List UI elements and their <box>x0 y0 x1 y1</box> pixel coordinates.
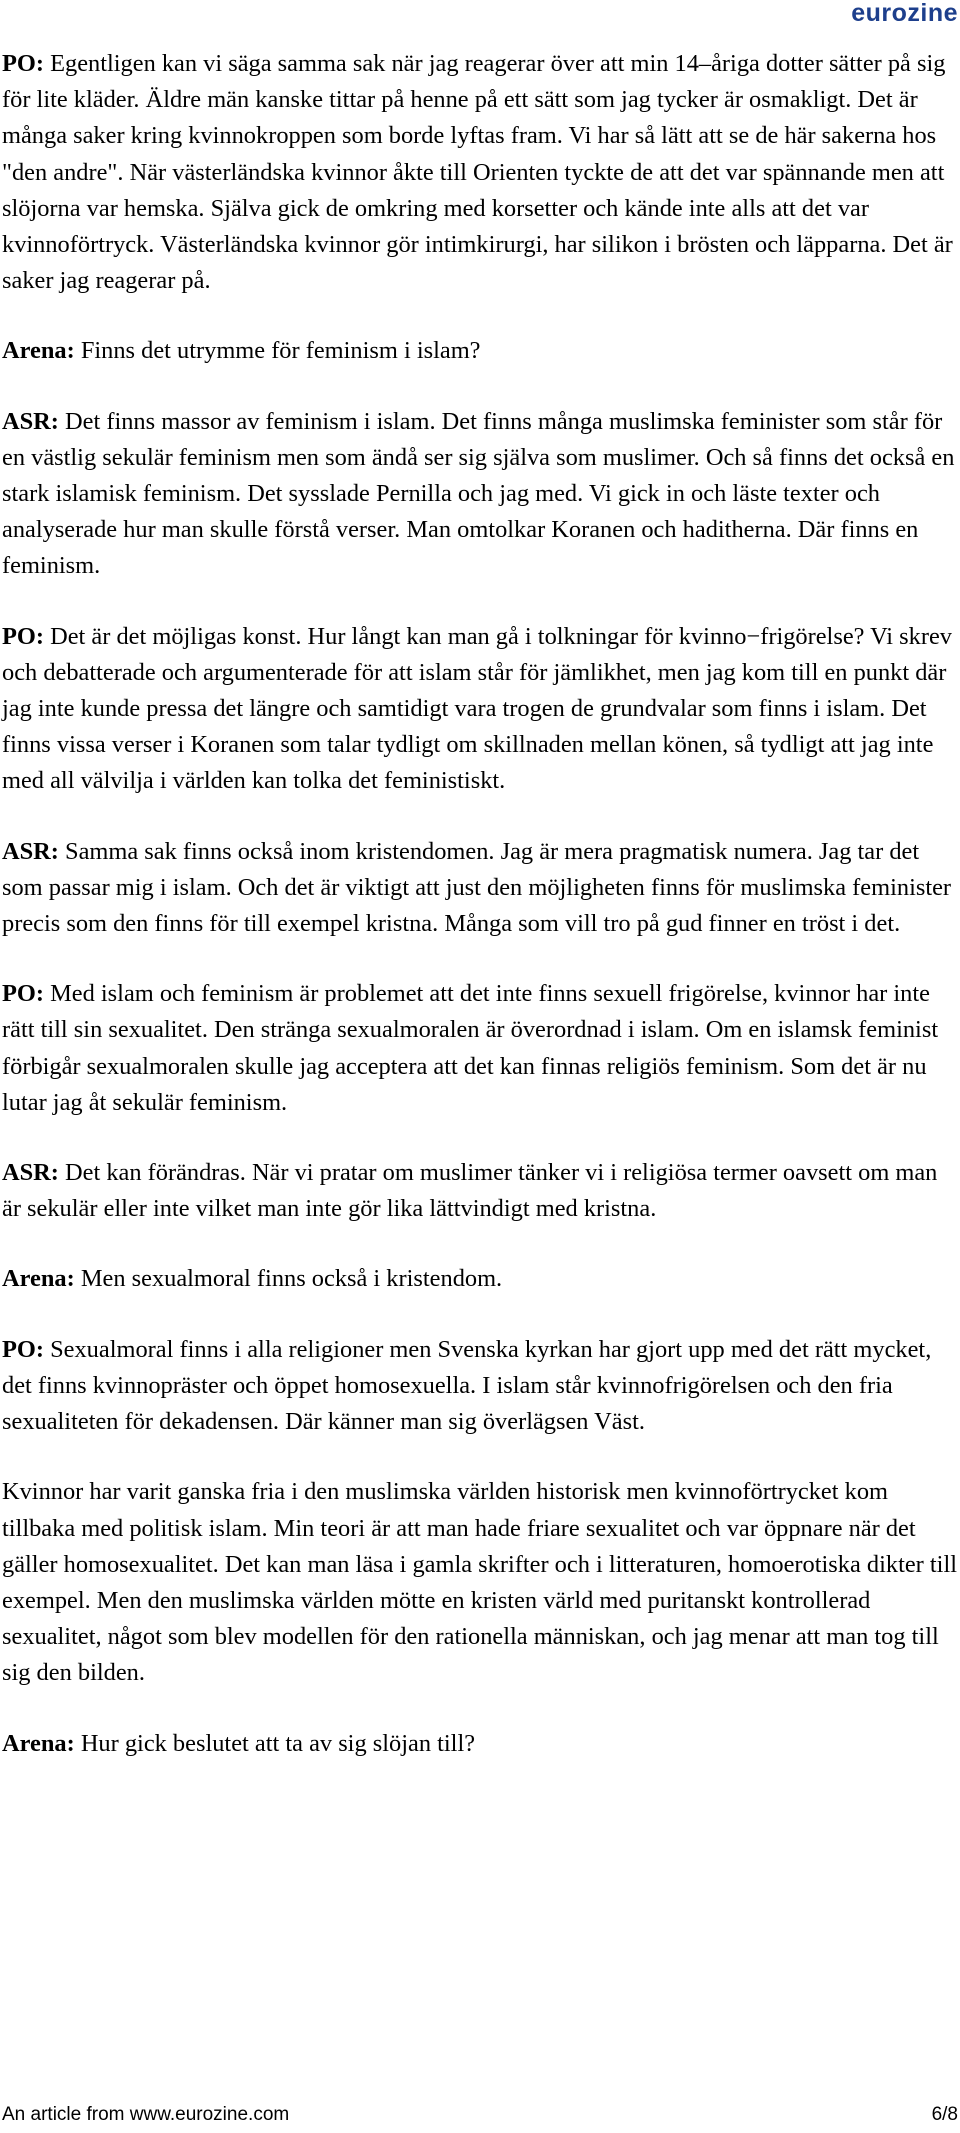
paragraph <box>2 1261 957 1297</box>
speaker-label: PO: <box>2 1335 44 1363</box>
paragraph-text: Med islam och feminism är problemet att det inte finns sexuell frigörelse, kvinnor har inte rätt till sin sexualitet. Den stränga sexualmoralen är överordnad i islam. Om en islamsk feminist förbigår sexualmoralen skulle jag acceptera att det kan finnas religiös feminism. Som det är nu lutar jag åt sekulär feminism. <box>2 980 939 1116</box>
paragraph <box>2 1155 957 1227</box>
paragraph-text: Det finns massor av feminism i islam. Det finns många muslimska feminister som står för en västlig sekulär feminism men som ändå ser sig själva som muslimer. Och så finns det också en stark islamisk feminism. Det sysslade Pernilla och jag med. Vi gick in och läste texter och analyserade hur man skulle förstå verser. Man omtolkar Koranen och haditherna. Där finns en feminism. <box>2 407 955 580</box>
speaker-label: Arena: <box>2 337 75 365</box>
page-number: 6/8 <box>931 2104 958 2125</box>
eurozine-logo[interactable]: eurozine <box>851 0 958 27</box>
paragraph <box>2 404 957 585</box>
paragraph <box>2 1474 957 1691</box>
speaker-label: PO: <box>2 622 44 650</box>
paragraph <box>2 1332 957 1441</box>
paragraph-text: Det är det möjligas konst. Hur långt kan man gå i tolkningar för kvinno−frigörelse? Vi skrev och debatterade och argumenterade för att islam står för jämlikhet, men jag kom till en punkt där jag inte kunde pressa det längre och samtidigt vara trogen de grundvalar som finns i islam. Det finns vissa verser i Koranen som talar tydligt om skillnaden mellan könen, så tydligt att jag inte med all välvilja i världen kan tolka det feministiskt. <box>2 622 952 795</box>
speaker-label: PO: <box>2 980 44 1008</box>
paragraph <box>2 1726 957 1762</box>
footer-source: An article from www.eurozine.com <box>2 2104 290 2125</box>
paragraph <box>2 834 957 943</box>
speaker-label: ASR: <box>2 837 59 865</box>
paragraph-text: Sexualmoral finns i alla religioner men Svenska kyrkan har gjort upp med det rätt mycket, det finns kvinnopräster och öppet homosexuella. I islam står kvinnofrigörelsen och den fria sexualiteten för dekadensen. Där känner man sig överlägsen Väst. <box>2 1335 932 1436</box>
speaker-label: PO: <box>2 50 44 77</box>
paragraph <box>2 619 957 800</box>
paragraph <box>2 976 957 1121</box>
article-body <box>2 46 957 1796</box>
paragraph-text: Det kan förändras. När vi pratar om muslimer tänker vi i religiösa termer oavsett om man är sekulär eller inte vilket man inte gör lika lättvindigt med kristna. <box>2 1159 938 1223</box>
paragraph-text: Egentligen kan vi säga samma sak när jag reagerar över att min 14–åriga dotter sätter på sig för lite kläder. Äldre män kanske tittar på henne på ett sätt som jag tycker är osmakligt. Det är många saker kring kvinnokroppen som borde lyftas fram. Vi har så lätt att se de här sakerna hos "den andre". När västerländska kvinnor åkte till Orienten tyckte de att det var spännande men att slöjorna var hemska. Själva gick de omkring med korsetter och kände inte alls att det var kvinnoförtryck. Västerländska kvinnor gör intimkirurgi, har silikon i brösten och läpparna. Det är saker jag reagerar på. <box>2 50 953 295</box>
paragraph-text: Men sexualmoral finns också i kristendom. <box>74 1265 503 1293</box>
paragraph-text: Samma sak finns också inom kristendomen. Jag är mera pragmatisk numera. Jag tar det som passar mig i islam. Och det är viktigt att just den möjligheten finns för muslimska feminister precis som den finns för till exempel kristna. Många som vill tro på gud finner en tröst i det. <box>2 837 952 938</box>
paragraph <box>2 333 957 369</box>
speaker-label: ASR: <box>2 407 59 435</box>
speaker-label: Arena: <box>2 1265 75 1293</box>
paragraph <box>2 46 957 299</box>
paragraph-text: Finns det utrymme för feminism i islam? <box>74 337 481 365</box>
paragraph-text: Hur gick beslutet att ta av sig slöjan till? <box>74 1729 476 1757</box>
speaker-label: Arena: <box>2 1729 75 1757</box>
page-footer <box>2 2103 958 2127</box>
paragraph-text: Kvinnor har varit ganska fria i den muslimska världen historisk men kvinnoförtrycket kom tillbaka med politisk islam. Min teori är att man hade friare sexualitet och var öppnare när det gäller homosexualitet. Det kan man läsa i gamla skrifter och i litteraturen, homoerotiska dikter till exempel. Men den muslimska världen mötte en kristen värld med puritanskt kontrollerad sexualitet, något som blev modellen för den rationella människan, och jag menar att man tog till sig den bilden. <box>2 1478 958 1687</box>
speaker-label: ASR: <box>2 1159 59 1187</box>
